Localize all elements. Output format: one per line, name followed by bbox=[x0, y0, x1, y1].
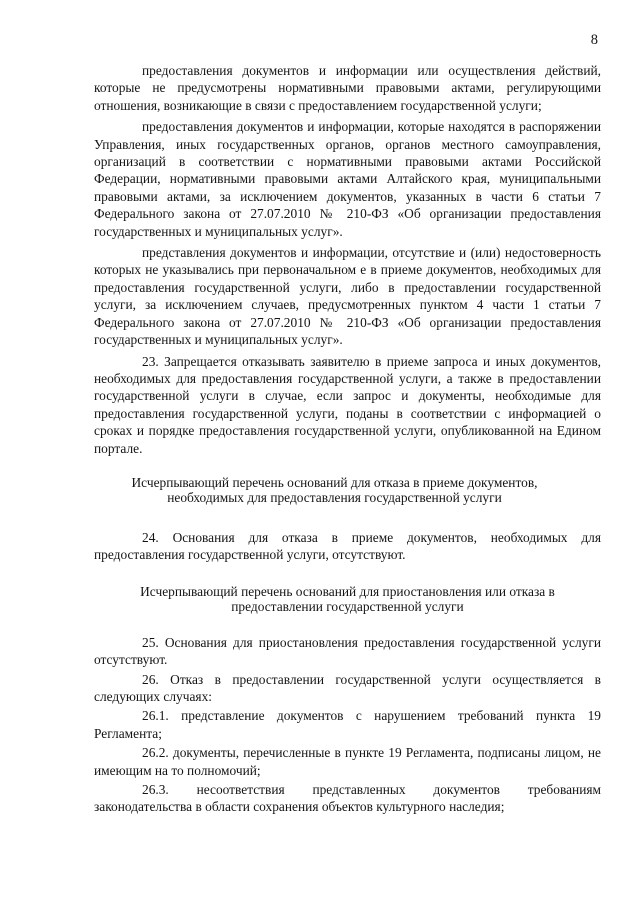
paragraph-26-2: 26.2. документы, перечисленные в пункте 19 Регламента, подписаны лицом, не имеющим на то полномочий; bbox=[94, 745, 601, 778]
paragraph-26-1: 26.1. представление документов с нарушением требований пункта 19 Регламента; bbox=[94, 708, 601, 741]
section-heading-suspension-refusal: Исчерпывающий перечень оснований для приостановления или отказа в предоставлении государственной услуги bbox=[140, 583, 555, 614]
page-number: 8 bbox=[590, 32, 598, 48]
document-body bbox=[94, 62, 601, 818]
paragraph: предоставления документов и информации или осуществления действий, которые не предусмотрены нормативными правовыми актами, регулирующими отношения, возникающие в связи с предоставлением государственной услуги; bbox=[94, 63, 601, 113]
paragraph: представления документов и информации, отсутствие и (или) недостоверность которых не указывались при первоначальном е в приеме документов, необходимых для предоставления государственной услуги, либо в предоставлении государственной услуги, за исключением случаев, предусмотренных пунктом 4 части 1 статьи 7 Федерального закона от 27.07.2010 № 210-ФЗ «Об организации предоставления государственных и муниципальных услуг». bbox=[94, 245, 601, 348]
paragraph: предоставления документов и информации, которые находятся в распоряжении Управления, иных государственных органов, органов местного самоуправления, организаций в соответствии с нормативными правовыми актами Российской Федерации, нормативными правовыми актами Алтайского края, муниципальными правовыми актами, за исключением документов, указанных в части 6 статьи 7 Федерального закона от 27.07.2010 № 210-ФЗ «Об организации предоставления государственных и муниципальных услуг». bbox=[94, 119, 601, 239]
paragraph-23: 23. Запрещается отказывать заявителю в приеме запроса и иных документов, необходимых для предоставления государственной услуги, а также в предоставлении государственной услуги в случае, если запрос и документы, необходимые для предоставления государственной услуги, поданы в соответствии с информацией о сроках и порядке предоставления государственной услуги, опубликованной на Едином портале. bbox=[94, 353, 601, 456]
paragraph-26: 26. Отказ в предоставлении государственной услуги осуществляется в следующих случаях: bbox=[94, 671, 601, 704]
paragraph-25: 25. Основания для приостановления предоставления государственной услуги отсутствуют. bbox=[94, 634, 601, 668]
paragraph-24: 24. Основания для отказа в приеме документов, необходимых для предоставления государственной услуги, отсутствуют. bbox=[94, 529, 601, 563]
section-heading-refusal-documents: Исчерпывающий перечень оснований для отказа в приеме документов, необходимых для предоставления государственной услуги bbox=[131, 474, 538, 505]
paragraph-26-3: 26.3. несоответствия представленных документов требованиям законодательства в области сохранения объектов культурного наследия; bbox=[94, 782, 601, 815]
